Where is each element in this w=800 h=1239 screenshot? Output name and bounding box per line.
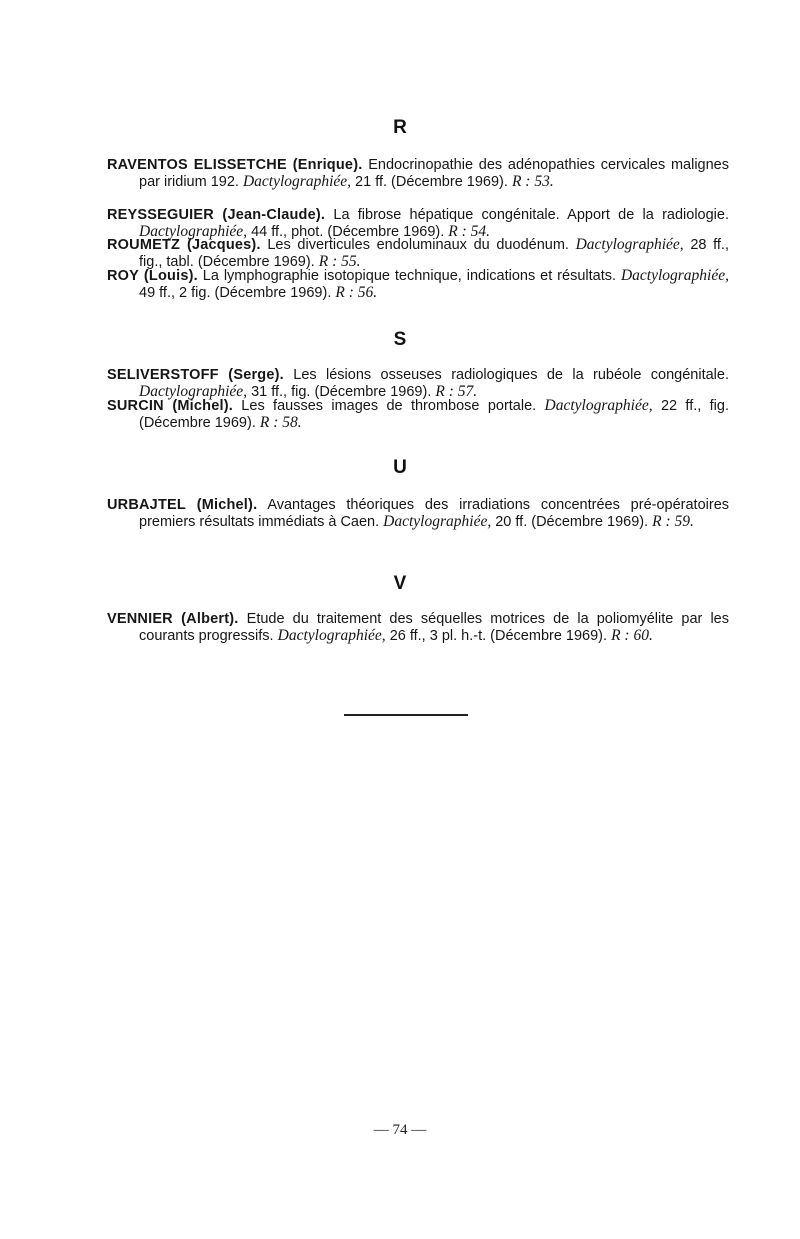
entry-ref: R : 55. bbox=[318, 252, 361, 270]
entry-title: La fibrose hépatique congénitale. Apport de la radiologie. bbox=[325, 207, 729, 223]
entry-title: Etude du traitement des séquelles motrices de la poliomyélite par les courants progressifs. bbox=[139, 611, 729, 644]
entry-title: Les fausses images de thrombose portale. bbox=[232, 398, 545, 414]
section-letter-s: S bbox=[393, 329, 407, 350]
entry-details: 49 ff., 2 fig. (Décembre 1969). bbox=[139, 284, 336, 301]
entry-author: VENNIER (Albert). bbox=[107, 611, 239, 627]
bibliography-entry bbox=[107, 611, 729, 644]
section-divider bbox=[344, 714, 468, 716]
entry-type: Dactylographiée, bbox=[544, 397, 653, 414]
bibliography-entry bbox=[107, 157, 729, 190]
entry-type: Dactylographiée, bbox=[242, 172, 352, 190]
entry-type: Dactylographiée, bbox=[139, 222, 248, 240]
entry-ref: R : 53. bbox=[511, 172, 554, 190]
entry-details: 31 ff., fig. (Décembre 1969). bbox=[247, 383, 436, 400]
entry-author: SURCIN (Michel). bbox=[107, 398, 233, 414]
entry-author: ROUMETZ (Jacques). bbox=[107, 237, 261, 253]
entry-details: 21 ff. (Décembre 1969). bbox=[351, 173, 512, 190]
entry-author: RAVENTOS ELISSETCHE (Enrique). bbox=[107, 157, 363, 173]
entry-ref: R : 54. bbox=[448, 222, 491, 240]
section-letter-u: U bbox=[393, 457, 407, 478]
entry-title: La lymphographie isotopique technique, indications et résultats. bbox=[197, 268, 621, 284]
entry-type: Dactylographiée, bbox=[277, 626, 386, 644]
bibliography-entry bbox=[107, 367, 729, 400]
entry-title: Endocrinopathie des adénopathies cervicales malignes par iridium 192. bbox=[139, 157, 729, 190]
entry-title: Avantages théoriques des irradiations concentrées pré-opératoires premiers résultats immédiats à Caen. bbox=[139, 497, 730, 530]
entry-details: 44 ff., phot. (Décembre 1969). bbox=[247, 223, 449, 240]
entry-ref: R : 58. bbox=[259, 413, 302, 431]
bibliography-entry bbox=[107, 268, 729, 301]
entry-author: ROY (Louis). bbox=[107, 268, 198, 284]
entry-type: Dactylographiée, bbox=[575, 236, 684, 253]
bibliography-entry bbox=[107, 398, 729, 431]
entry-details: 26 ff., 3 pl. h.-t. (Décembre 1969). bbox=[385, 627, 612, 644]
entry-ref: R : 56. bbox=[335, 283, 378, 301]
entry-author: SELIVERSTOFF (Serge). bbox=[107, 367, 284, 383]
entry-details: 28 ff., fig., tabl. (Décembre 1969). bbox=[139, 237, 729, 270]
entry-ref: R : 60. bbox=[611, 626, 653, 644]
entry-details: 22 ff., fig. (Décembre 1969). bbox=[139, 398, 729, 431]
entry-type: Dactylographiée, bbox=[620, 267, 729, 284]
page-number: — 74 — bbox=[373, 1122, 427, 1138]
entry-author: URBAJTEL (Michel). bbox=[107, 497, 258, 513]
entry-type: Dactylographiée, bbox=[139, 382, 248, 400]
entry-author: REYSSEGUIER (Jean-Claude). bbox=[107, 207, 326, 223]
bibliography-entry bbox=[107, 497, 729, 530]
entry-details: 20 ff. (Décembre 1969). bbox=[491, 513, 653, 530]
section-letter-v: V bbox=[393, 573, 407, 594]
entry-title: Les diverticules endoluminaux du duodénum. bbox=[260, 237, 576, 253]
entry-title: Les lésions osseuses radiologiques de la rubéole congénitale. bbox=[283, 367, 729, 383]
entry-ref: R : 57. bbox=[435, 382, 478, 400]
section-letter-r: R bbox=[393, 117, 407, 138]
entry-ref: R : 59. bbox=[652, 512, 694, 530]
bibliography-entry bbox=[107, 237, 729, 270]
entry-type: Dactylographiée, bbox=[383, 512, 492, 530]
